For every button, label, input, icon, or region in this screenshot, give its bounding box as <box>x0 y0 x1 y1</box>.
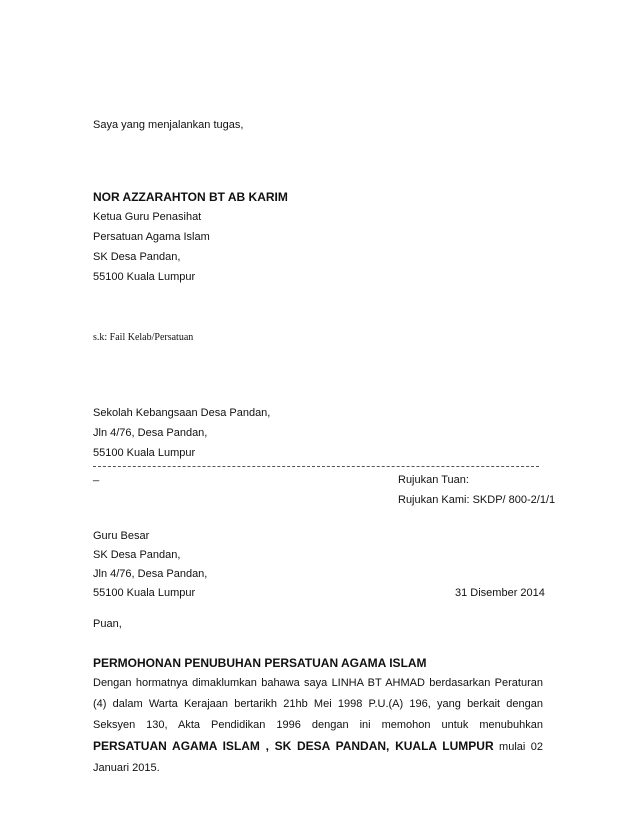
signatory-city: 55100 Kuala Lumpur <box>93 271 196 283</box>
signatory-name: NOR AZZARAHTON BT AB KARIM <box>93 190 288 204</box>
salutation: Puan, <box>93 618 122 630</box>
signatory-association: Persatuan Agama Islam <box>93 231 210 243</box>
letter-date: 31 Disember 2014 <box>455 587 545 599</box>
recipient-city: 55100 Kuala Lumpur <box>93 587 196 599</box>
signatory-school: SK Desa Pandan, <box>93 251 181 263</box>
recipient-street: Jln 4/76, Desa Pandan, <box>93 568 208 580</box>
body-association-name: PERSATUAN AGAMA ISLAM , SK DESA PANDAN, KUALA LUMPUR <box>93 739 494 753</box>
closing-duty-text: Saya yang menjalankan tugas, <box>93 119 244 131</box>
body-text-intro: Dengan hormatnya dimaklumkan bahawa saya LINHA BT AHMAD berdasarkan Peraturan (4) dalam Warta Kerajaan bertarikh 21hb Mei 1998 P.U.(A) 196, yang berkait dengan Seksyen 130, Akta Pendidikan 1996 dengan ini memohon untuk menubuhkan <box>93 677 543 731</box>
letter-subject: PERMOHONAN PENUBUHAN PERSATUAN AGAMA ISLAM <box>93 656 427 670</box>
divider-underscore: _ <box>93 470 100 482</box>
sender-school: Sekolah Kebangsaan Desa Pandan, <box>93 407 271 419</box>
reference-tuan: Rujukan Tuan: <box>398 474 469 486</box>
sender-street: Jln 4/76, Desa Pandan, <box>93 427 208 439</box>
recipient-title: Guru Besar <box>93 530 150 542</box>
cc-line: s.k: Fail Kelab/Persatuan <box>93 332 194 343</box>
recipient-school: SK Desa Pandan, <box>93 549 181 561</box>
signatory-title: Ketua Guru Penasihat <box>93 211 202 223</box>
reference-kami: Rujukan Kami: SKDP/ 800-2/1/1 <box>398 494 556 506</box>
body-paragraph <box>93 673 543 779</box>
sender-city: 55100 Kuala Lumpur <box>93 447 196 459</box>
header-divider <box>93 466 539 467</box>
body-text-date: mulai 02 Januari 2015. <box>93 741 543 774</box>
